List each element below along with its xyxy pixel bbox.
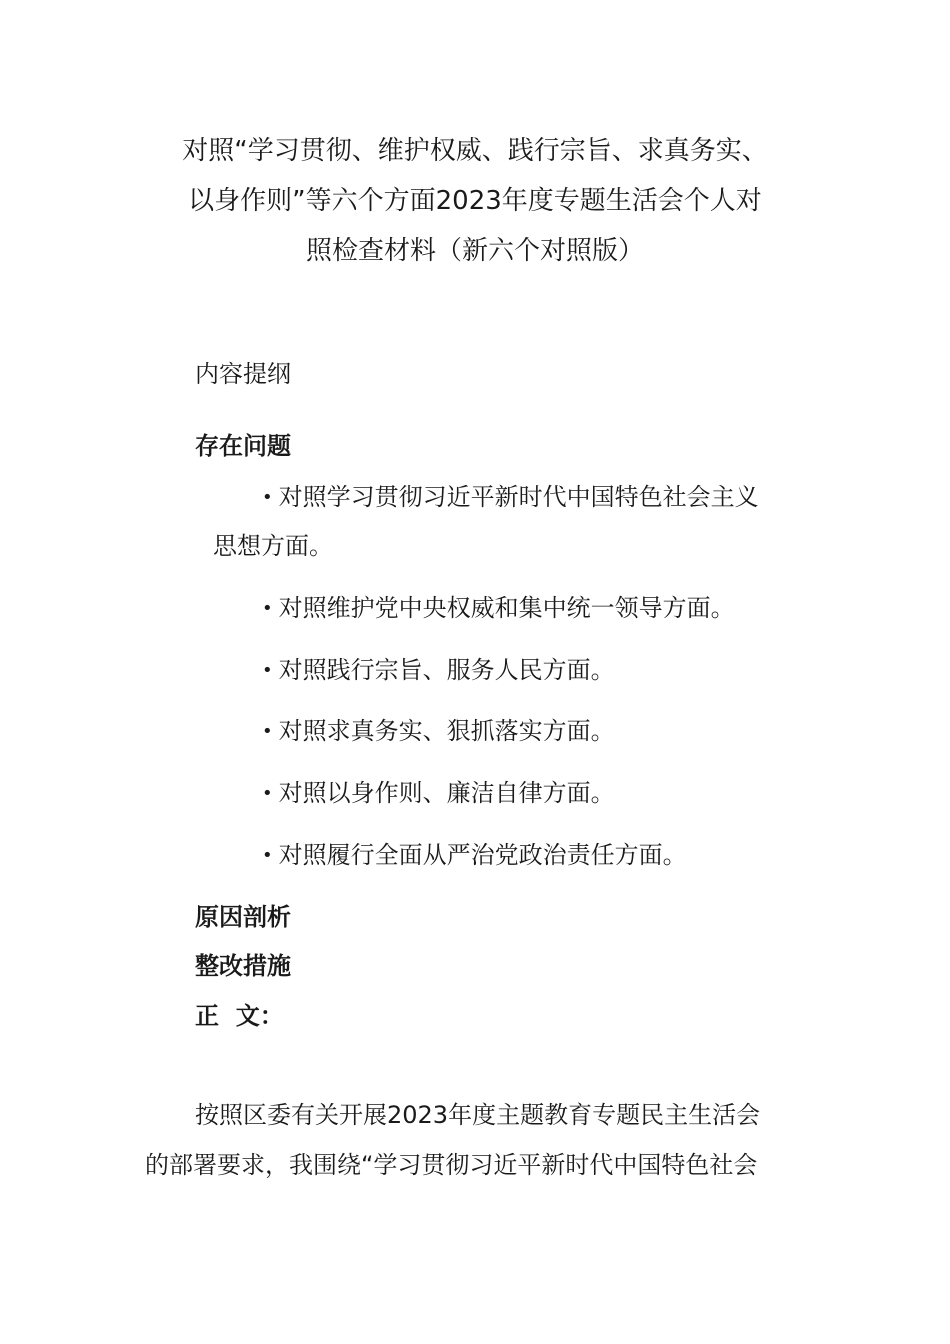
section-heading-measures: 整改措施 [195,952,291,980]
bullet-icon: • [262,660,273,681]
bullet-item-1-continuation: 思想方面。 [213,532,333,560]
document-title [140,126,810,276]
body-label: 正 文： [195,1002,284,1030]
body-paragraph-line-2: 的部署要求，我围绕“学习贯彻习近平新时代中国特色社会 [145,1151,758,1179]
title-line-1: 对照“学习贯彻、维护权威、践行宗旨、求真务实、 [182,136,768,166]
bullet-item-3 [262,654,615,687]
body-paragraph-line-1: 按照区委有关开展2023年度主题教育专题民主生活会 [195,1101,761,1129]
bullet-text: 对照求真务实、狠抓落实方面。 [278,717,615,745]
bullet-text: 对照维护党中央权威和集中统一领导方面。 [278,594,735,622]
outline-label: 内容提纲 [195,360,291,388]
section-heading-causes: 原因剖析 [195,903,291,931]
bullet-icon: • [262,487,273,508]
bullet-text: 对照学习贯彻习近平新时代中国特色社会主义 [278,483,759,511]
bullet-icon: • [262,845,273,866]
bullet-item-6 [262,839,687,872]
bullet-item-2 [262,592,735,625]
bullet-icon: • [262,783,273,804]
title-line-3: 照检查材料（新六个对照版） [305,236,644,266]
bullet-text: 对照以身作则、廉洁自律方面。 [278,779,615,807]
bullet-text: 对照践行宗旨、服务人民方面。 [278,656,615,684]
bullet-icon: • [262,721,273,742]
bullet-text: 对照履行全面从严治党政治责任方面。 [278,841,687,869]
title-line-2: 以身作则”等六个方面2023年度专题生活会个人对 [188,186,762,216]
bullet-item-1 [262,481,759,514]
section-heading-problems: 存在问题 [195,432,291,460]
bullet-item-4 [262,715,615,748]
bullet-icon: • [262,598,273,619]
bullet-item-5 [262,777,615,810]
